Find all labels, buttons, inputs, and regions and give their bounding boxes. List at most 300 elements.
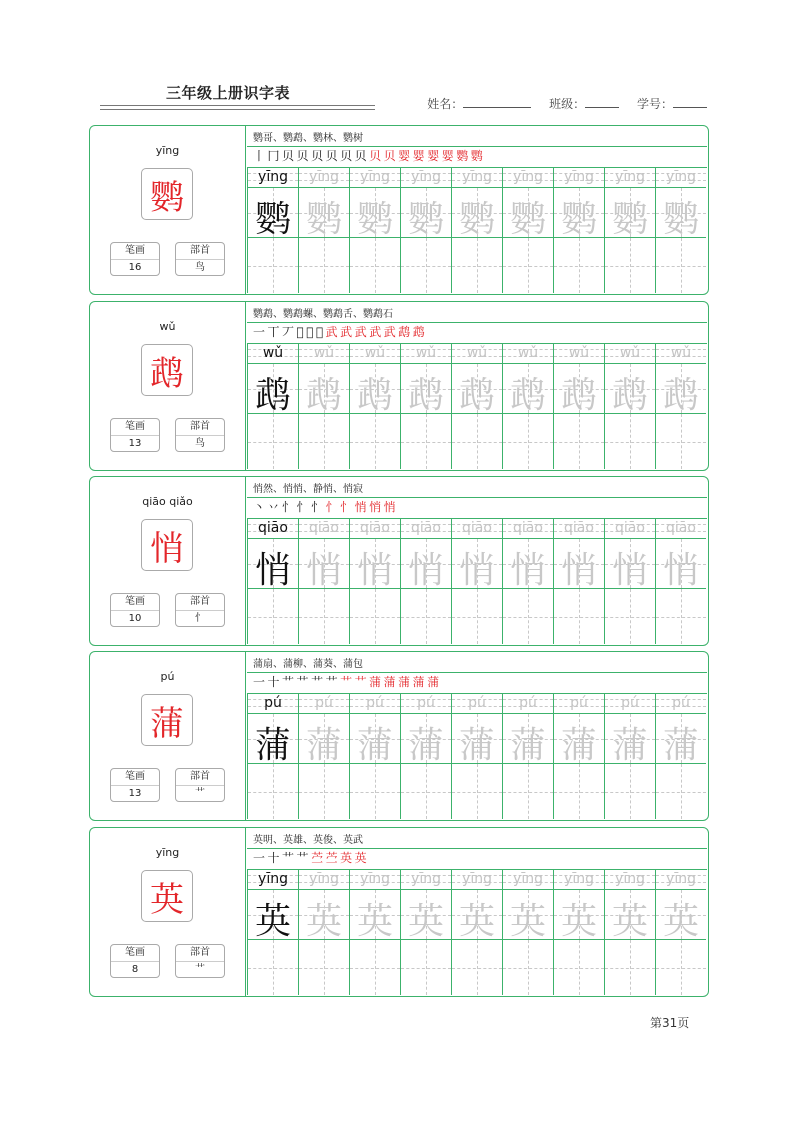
blank-practice-cell[interactable] bbox=[502, 763, 553, 819]
pinyin-practice-cell[interactable] bbox=[604, 869, 655, 889]
pinyin: wǔ bbox=[159, 320, 176, 333]
pinyin-practice-cell[interactable] bbox=[451, 343, 502, 363]
page-number: 第31页 bbox=[650, 1016, 690, 1030]
pinyin-trace: pú bbox=[417, 695, 435, 711]
stroke-step: 一 bbox=[253, 675, 265, 689]
pinyin-trace: yīng bbox=[513, 871, 543, 887]
stroke-count-value: 8 bbox=[131, 964, 139, 975]
character-trace: 鹦 bbox=[254, 199, 291, 240]
blank-practice-cell[interactable] bbox=[553, 763, 604, 819]
character-card bbox=[89, 476, 709, 646]
pinyin-trace: wǔ bbox=[313, 345, 335, 361]
stroke-step: 𠀆 bbox=[306, 325, 313, 339]
worksheet-title: 三年级上册识字表 bbox=[166, 84, 291, 102]
character-trace-cell[interactable] bbox=[298, 889, 349, 942]
pinyin-trace: yīng bbox=[615, 871, 645, 887]
character-trace: 英 bbox=[611, 901, 648, 942]
character-trace: 英 bbox=[458, 901, 495, 942]
stroke-step: 𠀆 bbox=[296, 325, 304, 339]
character-trace-cell[interactable] bbox=[655, 187, 706, 240]
pinyin-trace: wǔ bbox=[670, 345, 692, 361]
title-underline bbox=[100, 109, 375, 110]
class-field[interactable] bbox=[549, 95, 619, 112]
pinyin-trace: pú bbox=[468, 695, 486, 711]
student-id-blank[interactable] bbox=[673, 97, 707, 108]
blank-practice-cell[interactable] bbox=[400, 237, 451, 293]
pinyin-trace: yīng bbox=[462, 871, 492, 887]
pinyin-practice-cell[interactable] bbox=[604, 518, 655, 538]
character-trace-cell[interactable] bbox=[502, 713, 553, 766]
stroke-step: 贝 bbox=[369, 149, 381, 163]
pinyin-practice-cell[interactable] bbox=[247, 693, 298, 713]
character-trace-cell[interactable] bbox=[655, 889, 706, 942]
character-trace-cell[interactable] bbox=[502, 187, 553, 240]
character-trace: 鹦 bbox=[662, 199, 699, 240]
pinyin-practice-cell[interactable] bbox=[502, 343, 553, 363]
stroke-step: 婴 bbox=[412, 149, 425, 163]
radical-box bbox=[175, 944, 225, 978]
title-underline bbox=[100, 105, 375, 106]
pinyin-trace: qiāo bbox=[411, 520, 441, 536]
character-trace-cell[interactable] bbox=[604, 713, 655, 766]
stroke-step: 𠀆 bbox=[315, 325, 323, 339]
blank-practice-cell[interactable] bbox=[604, 763, 655, 819]
character-trace: 鹉 bbox=[662, 375, 699, 416]
blank-practice-cell[interactable] bbox=[247, 939, 298, 995]
pinyin-practice-cell[interactable] bbox=[349, 693, 400, 713]
stroke-step: 艹 bbox=[354, 675, 367, 689]
radical-box bbox=[175, 242, 225, 276]
pinyin-practice-cell[interactable] bbox=[655, 167, 706, 187]
stroke-step: 忄 bbox=[296, 500, 309, 514]
pinyin-practice-cell[interactable] bbox=[451, 167, 502, 187]
pinyin-practice-cell[interactable] bbox=[247, 343, 298, 363]
pinyin-practice-cell[interactable] bbox=[400, 343, 451, 363]
stroke-count-box bbox=[110, 418, 160, 452]
pinyin-trace: qiāo bbox=[666, 520, 696, 536]
character-trace: 悄 bbox=[407, 550, 444, 591]
pinyin-practice-cell[interactable] bbox=[553, 869, 604, 889]
character-trace: 悄 bbox=[254, 550, 291, 591]
pinyin-practice-cell[interactable] bbox=[247, 167, 298, 187]
example-words: 鹦鹉、鹦鹉螺、鹦鹉舌、鹦鹉石 bbox=[253, 309, 393, 320]
blank-practice-cell[interactable] bbox=[349, 588, 400, 644]
character-trace: 鹉 bbox=[254, 375, 291, 416]
stroke-step: 艹 bbox=[282, 675, 294, 689]
blank-practice-cell[interactable] bbox=[247, 237, 298, 293]
pinyin-practice-cell[interactable] bbox=[247, 869, 298, 889]
blank-practice-cell[interactable] bbox=[604, 588, 655, 644]
pinyin-practice-cell[interactable] bbox=[553, 693, 604, 713]
pinyin-practice-cell[interactable] bbox=[502, 869, 553, 889]
radical-label: 部首 bbox=[176, 945, 224, 962]
stroke-order-row bbox=[253, 849, 369, 869]
practice-grid bbox=[247, 167, 707, 294]
character-trace-cell[interactable] bbox=[247, 538, 298, 591]
stroke-step: 婴 bbox=[441, 149, 454, 163]
pinyin-trace: yīng bbox=[309, 871, 339, 887]
stroke-step: 艹 bbox=[325, 675, 338, 689]
blank-practice-cell[interactable] bbox=[655, 939, 706, 995]
pinyin-practice-cell[interactable] bbox=[502, 693, 553, 713]
student-id-label: 学号： bbox=[636, 97, 673, 111]
character-trace-cell[interactable] bbox=[247, 713, 298, 766]
pinyin-trace: wǔ bbox=[364, 345, 386, 361]
character-trace-cell[interactable] bbox=[451, 713, 502, 766]
blank-practice-cell[interactable] bbox=[655, 237, 706, 293]
character-trace-cell[interactable] bbox=[655, 538, 706, 591]
character-card bbox=[89, 827, 709, 997]
blank-practice-cell[interactable] bbox=[298, 237, 349, 293]
character-trace: 蒲 bbox=[458, 725, 495, 766]
stroke-step: 贝 bbox=[354, 149, 367, 163]
character-trace-cell[interactable] bbox=[604, 889, 655, 942]
character-trace: 蒲 bbox=[509, 725, 546, 766]
stroke-step: 英 bbox=[340, 851, 352, 865]
character-trace: 悄 bbox=[560, 550, 597, 591]
pinyin-trace: yīng bbox=[258, 871, 288, 887]
pinyin-practice-cell[interactable] bbox=[604, 167, 655, 187]
pinyin-practice-cell[interactable] bbox=[604, 343, 655, 363]
radical-value: 忄 bbox=[195, 613, 205, 624]
character-trace-cell[interactable] bbox=[604, 363, 655, 416]
stroke-step: 丶 bbox=[253, 500, 265, 514]
pinyin-practice-cell[interactable] bbox=[451, 869, 502, 889]
character-trace: 鹦 bbox=[611, 199, 648, 240]
character-trace-cell[interactable] bbox=[349, 538, 400, 591]
pinyin: yīng bbox=[155, 144, 180, 157]
stroke-step: 蒲 bbox=[398, 675, 410, 689]
pinyin-practice-cell[interactable] bbox=[502, 518, 553, 538]
stroke-step: 悄 bbox=[369, 500, 381, 514]
character-trace-cell[interactable] bbox=[451, 889, 502, 942]
stroke-step: 忄 bbox=[325, 500, 338, 514]
character-trace-cell[interactable] bbox=[502, 538, 553, 591]
radical-box bbox=[175, 593, 225, 627]
character-trace: 鹉 bbox=[509, 375, 546, 416]
stroke-count-label: 笔画 bbox=[111, 419, 159, 436]
blank-practice-cell[interactable] bbox=[553, 588, 604, 644]
name-field[interactable] bbox=[427, 95, 531, 112]
character-trace: 悄 bbox=[458, 550, 495, 591]
pinyin-practice-cell[interactable] bbox=[553, 343, 604, 363]
pinyin-practice-cell[interactable] bbox=[349, 869, 400, 889]
main-character: 英 bbox=[141, 870, 193, 922]
blank-practice-cell[interactable] bbox=[553, 413, 604, 469]
pinyin-practice-cell[interactable] bbox=[655, 518, 706, 538]
blank-practice-cell[interactable] bbox=[604, 413, 655, 469]
stroke-step: 武 bbox=[340, 325, 352, 339]
pinyin-practice-cell[interactable] bbox=[298, 693, 349, 713]
character-trace-cell[interactable] bbox=[349, 363, 400, 416]
student-info-fields bbox=[413, 95, 707, 112]
blank-practice-cell[interactable] bbox=[349, 237, 400, 293]
character-trace: 英 bbox=[509, 901, 546, 942]
blank-practice-cell[interactable] bbox=[451, 763, 502, 819]
character-trace-cell[interactable] bbox=[400, 187, 451, 240]
stroke-count-box bbox=[110, 593, 160, 627]
practice-grid bbox=[247, 518, 707, 645]
stroke-step: 贝 bbox=[311, 149, 323, 163]
character-trace-cell[interactable] bbox=[400, 713, 451, 766]
character-trace-cell[interactable] bbox=[502, 889, 553, 942]
stroke-step: 婴 bbox=[427, 149, 439, 163]
pinyin-practice-cell[interactable] bbox=[298, 343, 349, 363]
main-character: 蒲 bbox=[141, 694, 193, 746]
character-card bbox=[89, 651, 709, 821]
stroke-step: 悄 bbox=[383, 500, 396, 514]
blank-practice-cell[interactable] bbox=[451, 413, 502, 469]
stroke-step: 悄 bbox=[354, 500, 367, 514]
stroke-step: 武 bbox=[325, 325, 338, 339]
character-trace-cell[interactable] bbox=[553, 187, 604, 240]
radical-value: 鸟 bbox=[195, 262, 205, 273]
pinyin-practice-cell[interactable] bbox=[349, 167, 400, 187]
pinyin-practice-cell[interactable] bbox=[349, 343, 400, 363]
character-trace-cell[interactable] bbox=[247, 187, 298, 240]
pinyin-practice-cell[interactable] bbox=[451, 693, 502, 713]
main-character: 悄 bbox=[141, 519, 193, 571]
character-trace-cell[interactable] bbox=[451, 363, 502, 416]
class-blank[interactable] bbox=[585, 97, 619, 108]
blank-practice-cell[interactable] bbox=[400, 588, 451, 644]
character-trace-cell[interactable] bbox=[604, 538, 655, 591]
stroke-step: 十 bbox=[267, 851, 280, 865]
blank-practice-cell[interactable] bbox=[451, 588, 502, 644]
pinyin-practice-cell[interactable] bbox=[502, 167, 553, 187]
character-trace: 鹉 bbox=[560, 375, 597, 416]
character-card bbox=[89, 125, 709, 295]
blank-practice-cell[interactable] bbox=[298, 413, 349, 469]
character-trace-cell[interactable] bbox=[451, 187, 502, 240]
blank-practice-cell[interactable] bbox=[502, 237, 553, 293]
stroke-step: 鹉 bbox=[412, 325, 425, 339]
stroke-step: 贝 bbox=[325, 149, 338, 163]
blank-practice-cell[interactable] bbox=[604, 237, 655, 293]
character-trace-cell[interactable] bbox=[553, 363, 604, 416]
character-trace: 英 bbox=[662, 901, 699, 942]
radical-value: 艹 bbox=[195, 964, 205, 975]
blank-practice-cell[interactable] bbox=[451, 237, 502, 293]
blank-practice-cell[interactable] bbox=[400, 413, 451, 469]
stroke-step: 鹦 bbox=[470, 149, 483, 163]
blank-practice-cell[interactable] bbox=[349, 763, 400, 819]
stroke-count-box bbox=[110, 944, 160, 978]
pinyin-practice-cell[interactable] bbox=[604, 693, 655, 713]
character-trace-cell[interactable] bbox=[655, 363, 706, 416]
character-info-panel bbox=[90, 477, 246, 645]
blank-practice-cell[interactable] bbox=[247, 763, 298, 819]
character-trace: 鹉 bbox=[407, 375, 444, 416]
radical-value: 艹 bbox=[195, 788, 205, 799]
stroke-step: 艹 bbox=[296, 851, 309, 865]
blank-practice-cell[interactable] bbox=[298, 588, 349, 644]
example-words: 蒲扇、蒲柳、蒲葵、蒲包 bbox=[253, 659, 363, 670]
stroke-step: 蒲 bbox=[412, 675, 425, 689]
character-trace: 悄 bbox=[305, 550, 342, 591]
blank-practice-cell[interactable] bbox=[655, 413, 706, 469]
stroke-step: 忄 bbox=[340, 500, 352, 514]
character-trace: 蒲 bbox=[407, 725, 444, 766]
pinyin-trace: qiāo bbox=[513, 520, 543, 536]
stroke-step: 英 bbox=[354, 851, 367, 865]
character-trace-cell[interactable] bbox=[553, 538, 604, 591]
stroke-step: 艹 bbox=[282, 851, 294, 865]
pinyin-practice-cell[interactable] bbox=[655, 693, 706, 713]
stroke-step: 武 bbox=[383, 325, 396, 339]
character-trace-cell[interactable] bbox=[400, 538, 451, 591]
character-trace-cell[interactable] bbox=[298, 538, 349, 591]
stroke-step: 贝 bbox=[383, 149, 396, 163]
pinyin-trace: yīng bbox=[666, 169, 696, 185]
character-trace: 鹦 bbox=[458, 199, 495, 240]
character-trace-cell[interactable] bbox=[451, 538, 502, 591]
pinyin-trace: wǔ bbox=[619, 345, 641, 361]
stroke-step: 一 bbox=[253, 851, 265, 865]
pinyin-practice-cell[interactable] bbox=[553, 167, 604, 187]
character-info-panel bbox=[90, 652, 246, 820]
character-trace: 蒲 bbox=[356, 725, 393, 766]
blank-practice-cell[interactable] bbox=[247, 413, 298, 469]
stroke-count-label: 笔画 bbox=[111, 769, 159, 786]
character-trace: 蒲 bbox=[560, 725, 597, 766]
pinyin-practice-cell[interactable] bbox=[349, 518, 400, 538]
character-info-panel bbox=[90, 302, 246, 470]
practice-grid bbox=[247, 693, 707, 820]
stroke-step: 忄 bbox=[311, 500, 323, 514]
pinyin-trace: pú bbox=[519, 695, 537, 711]
character-trace: 悄 bbox=[662, 550, 699, 591]
character-trace-cell[interactable] bbox=[349, 187, 400, 240]
pinyin-trace: yīng bbox=[309, 169, 339, 185]
stroke-count-label: 笔画 bbox=[111, 945, 159, 962]
practice-panel bbox=[247, 652, 707, 820]
blank-practice-cell[interactable] bbox=[502, 413, 553, 469]
stroke-count-value: 13 bbox=[128, 438, 142, 449]
pinyin: qiāo qiǎo bbox=[142, 495, 193, 508]
character-trace-cell[interactable] bbox=[655, 713, 706, 766]
stroke-step: 贝 bbox=[282, 149, 294, 163]
stroke-step: 忄 bbox=[282, 500, 294, 514]
blank-practice-cell[interactable] bbox=[502, 939, 553, 995]
class-label: 班级： bbox=[549, 97, 586, 111]
pinyin: yīng bbox=[155, 846, 180, 859]
stroke-step: 武 bbox=[354, 325, 367, 339]
character-info-panel bbox=[90, 828, 246, 996]
stroke-order-row bbox=[253, 673, 442, 693]
blank-practice-cell[interactable] bbox=[298, 763, 349, 819]
blank-practice-cell[interactable] bbox=[451, 939, 502, 995]
radical-box bbox=[175, 768, 225, 802]
blank-practice-cell[interactable] bbox=[400, 939, 451, 995]
stroke-step: 冂 bbox=[267, 149, 280, 163]
pinyin-practice-cell[interactable] bbox=[298, 869, 349, 889]
pinyin-practice-cell[interactable] bbox=[298, 518, 349, 538]
pinyin-practice-cell[interactable] bbox=[400, 693, 451, 713]
blank-practice-cell[interactable] bbox=[247, 588, 298, 644]
blank-practice-cell[interactable] bbox=[298, 939, 349, 995]
pinyin-practice-cell[interactable] bbox=[298, 167, 349, 187]
blank-practice-cell[interactable] bbox=[553, 939, 604, 995]
stroke-count-value: 13 bbox=[128, 788, 142, 799]
radical-label: 部首 bbox=[176, 769, 224, 786]
character-trace-cell[interactable] bbox=[247, 889, 298, 942]
character-trace-cell[interactable] bbox=[502, 363, 553, 416]
character-trace: 英 bbox=[560, 901, 597, 942]
pinyin-trace: qiāo bbox=[564, 520, 594, 536]
character-trace-cell[interactable] bbox=[298, 713, 349, 766]
blank-practice-cell[interactable] bbox=[553, 237, 604, 293]
student-id-field[interactable] bbox=[637, 95, 707, 112]
pinyin-practice-cell[interactable] bbox=[247, 518, 298, 538]
pinyin-practice-cell[interactable] bbox=[655, 343, 706, 363]
character-trace: 悄 bbox=[611, 550, 648, 591]
character-trace: 英 bbox=[254, 901, 291, 942]
stroke-step: 鹦 bbox=[456, 149, 468, 163]
pinyin-practice-cell[interactable] bbox=[451, 518, 502, 538]
blank-practice-cell[interactable] bbox=[655, 763, 706, 819]
character-trace: 蒲 bbox=[662, 725, 699, 766]
stroke-step: 贝 bbox=[296, 149, 309, 163]
stroke-step: 丅 bbox=[267, 325, 280, 339]
stroke-step: 苎 bbox=[325, 851, 338, 865]
character-trace-cell[interactable] bbox=[400, 889, 451, 942]
character-trace: 英 bbox=[407, 901, 444, 942]
blank-practice-cell[interactable] bbox=[655, 588, 706, 644]
pinyin-practice-cell[interactable] bbox=[553, 518, 604, 538]
character-trace-cell[interactable] bbox=[604, 187, 655, 240]
character-trace-cell[interactable] bbox=[247, 363, 298, 416]
stroke-step: 丆 bbox=[282, 325, 294, 339]
character-trace-cell[interactable] bbox=[298, 187, 349, 240]
character-trace-cell[interactable] bbox=[298, 363, 349, 416]
character-trace-cell[interactable] bbox=[553, 889, 604, 942]
pinyin-practice-cell[interactable] bbox=[400, 518, 451, 538]
pinyin-practice-cell[interactable] bbox=[655, 869, 706, 889]
blank-practice-cell[interactable] bbox=[502, 588, 553, 644]
example-words: 鹦哥、鹦鹉、鹦林、鹦树 bbox=[253, 133, 363, 144]
character-trace: 悄 bbox=[509, 550, 546, 591]
pinyin-trace: qiāo bbox=[258, 520, 288, 536]
stroke-step: 贝 bbox=[340, 149, 352, 163]
character-trace-cell[interactable] bbox=[349, 713, 400, 766]
radical-box bbox=[175, 418, 225, 452]
pinyin-trace: yīng bbox=[411, 169, 441, 185]
pinyin-practice-cell[interactable] bbox=[400, 869, 451, 889]
pinyin-practice-cell[interactable] bbox=[400, 167, 451, 187]
radical-value: 鸟 bbox=[195, 438, 205, 449]
name-blank[interactable] bbox=[463, 97, 531, 108]
stroke-step: 鹉 bbox=[398, 325, 410, 339]
character-trace-cell[interactable] bbox=[553, 713, 604, 766]
blank-practice-cell[interactable] bbox=[349, 413, 400, 469]
pinyin-trace: yīng bbox=[360, 169, 390, 185]
character-trace-cell[interactable] bbox=[400, 363, 451, 416]
example-words: 英明、英雄、英俊、英武 bbox=[253, 835, 363, 846]
blank-practice-cell[interactable] bbox=[400, 763, 451, 819]
character-trace-cell[interactable] bbox=[349, 889, 400, 942]
radical-label: 部首 bbox=[176, 419, 224, 436]
stroke-order-row bbox=[253, 498, 398, 518]
worksheet-header bbox=[100, 82, 710, 114]
practice-grid bbox=[247, 869, 707, 996]
pinyin-trace: wǔ bbox=[517, 345, 539, 361]
blank-practice-cell[interactable] bbox=[604, 939, 655, 995]
stroke-step: 苎 bbox=[311, 851, 323, 865]
pinyin: pú bbox=[160, 670, 175, 683]
blank-practice-cell[interactable] bbox=[349, 939, 400, 995]
pinyin-trace: pú bbox=[264, 695, 282, 711]
